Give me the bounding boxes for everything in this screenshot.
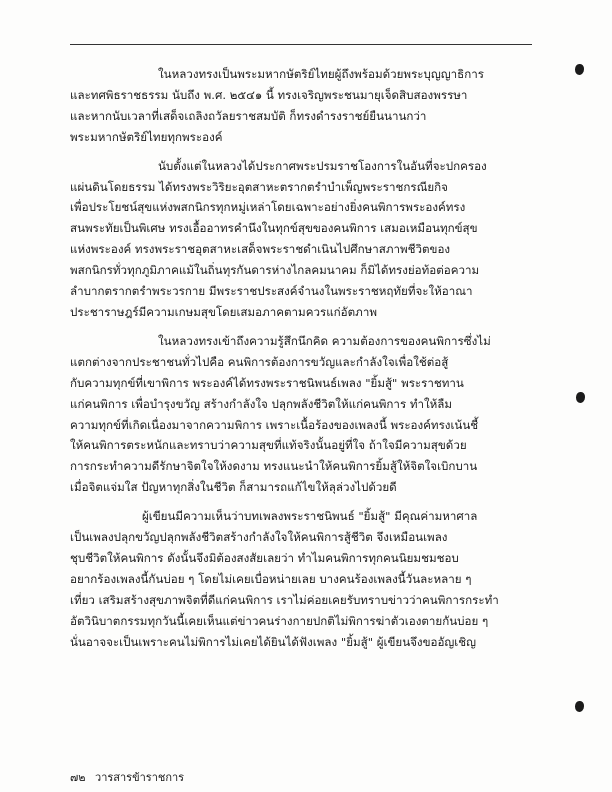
journal-title: วารสารข้าราชการ: [95, 771, 185, 784]
binder-hole-mark: [576, 392, 585, 403]
text-line: แตกต่างจากประชาชนทั่วไปคือ คนพิการต้องการขวัญและกำลังใจเพื่อใช้ต่อสู้: [70, 354, 449, 369]
paragraph-2: [70, 156, 532, 323]
text-line: ประชาราษฎร์มีความเกษมสุขโดยเสมอภาคตามควรแก่อัตภาพ: [70, 304, 377, 319]
text-line: ชุบชีวิตให้คนพิการ ดังนั้นจึงมิต้องสงสัยเลยว่า ทำไมคนพิการทุกคนนิยมชมชอบ: [70, 550, 459, 565]
text-line: อัตวินิบาตกรรมทุกวันนี้เคยเห็นแต่ข่าวคนร่างกายปกติไม่พิการฆ่าตัวเองตายกันบ่อย ๆ: [70, 613, 489, 628]
text-line: ให้คนพิการตระหนักและทราบว่าความสุขที่แท้จริงนั้นอยู่ที่ใจ ถ้าใจมีความสุขด้วย: [70, 438, 467, 453]
text-line: การกระทำความดีรักษาจิตใจให้งดงาม ทรงแนะนำให้คนพิการยิ้มสู้ให้จิตใจเบิกบาน: [70, 459, 478, 474]
text-line: เป็นเพลงปลุกขวัญปลุกพลังชีวิตสร้างกำลังใจให้คนพิการสู้ชีวิต จึงเหมือนเพลง: [70, 530, 448, 545]
body-text: [70, 64, 532, 660]
text-line: แห่งพระองค์ ทรงพระราชอุตสาหะเสด็จพระราชดำเนินไปศึกษาสภาพชีวิตของ: [70, 242, 451, 257]
binder-hole-mark: [575, 701, 584, 712]
text-line: ลำบากตรากตรำพระวรกาย มีพระราชประสงค์จำนงในพระราชหฤทัยที่จะให้อาณา: [70, 284, 473, 299]
text-line: แผ่นดินโดยธรรม ได้ทรงพระวิริยะอุตสาหะตรากตรำบำเพ็ญพระราชกรณียกิจ: [70, 179, 448, 194]
page-number: ๗๒: [70, 771, 86, 784]
text-line: แก่คนพิการ เพื่อบำรุงขวัญ สร้างกำลังใจ ปลุกพลังชีวิตให้แก่คนพิการ ทำให้ลืม: [70, 396, 453, 411]
text-line: และหากนับเวลาที่เสด็จเถลิงถวัลยราชสมบัติ ก็ทรงดำรงราชย์ยืนนานกว่า: [70, 108, 427, 123]
text-line: พระมหากษัตริย์ไทยทุกพระองค์: [70, 129, 223, 144]
page-footer: [70, 768, 184, 786]
text-line: เมื่อจิตแจ่มใส ปัญหาทุกสิ่งในชีวิต ก็สามารถแก้ไขให้ลุล่วงไปด้วยดี: [70, 480, 397, 495]
text-line: ความทุกข์ที่เกิดเนื่องมาจากความพิการ เพราะเนื้อร้องของเพลงนี้ พระองค์ทรงเน้นชี้: [70, 417, 479, 432]
text-line: ผู้เขียนมีความเห็นว่าบทเพลงพระราชนิพนธ์ "ยิ้มสู้" มีคุณค่ามหาศาล: [142, 509, 478, 524]
text-line: กับความทุกข์ที่เขาพิการ พระองค์ได้ทรงพระราชนิพนธ์เพลง "ยิ้มสู้" พระราชทาน: [70, 375, 464, 390]
paragraph-3: [70, 331, 532, 498]
paragraph-1: [70, 64, 532, 148]
binder-hole-mark: [575, 64, 584, 75]
paragraph-4: [70, 506, 532, 652]
text-line: ในหลวงทรงเป็นพระมหากษัตริย์ไทยผู้ถึงพร้อมด้วยพระบุญญาธิการ: [158, 67, 484, 81]
text-line: อยากร้องเพลงนี้กันบ่อย ๆ โดยไม่เคยเบื่อหน่ายเลย บางคนร้องเพลงนี้วันละหลาย ๆ: [70, 571, 472, 586]
text-line: ในหลวงทรงเข้าถึงความรู้สึกนึกคิด ความต้องการของคนพิการซึ่งไม่: [158, 333, 491, 348]
text-line: พสกนิกรทั่วทุกภูมิภาคแม้ในถิ่นทุรกันดารห่างไกลคมนาคม ก็มิได้ทรงย่อท้อต่อความ: [70, 263, 480, 278]
text-line: นับตั้งแต่ในหลวงได้ประกาศพระปรมราชโองการในอันที่จะปกครอง: [158, 158, 487, 173]
text-line: เพื่อประโยชน์สุขแห่งพสกนิกรทุกหมู่เหล่าโดยเฉพาะอย่างยิ่งคนพิการพระองค์ทรง: [70, 200, 466, 215]
text-line: เที่ยว เสริมสร้างสุขภาพจิตที่ดีแก่คนพิการ เราไม่ค่อยเคยรับทราบข่าวว่าคนพิการกระทำ: [70, 592, 499, 607]
text-line: สนพระทัยเป็นพิเศษ ทรงเอื้ออาทรคำนึงในทุกข์สุขของคนพิการ เสมอเหมือนทุกข์สุข: [70, 221, 478, 236]
text-line: นั่นอาจจะเป็นเพราะคนไม่พิการไม่เคยได้ยินได้ฟังเพลง "ยิ้มสู้" ผู้เขียนจึงขออัญเชิญ: [70, 634, 477, 649]
text-line: และทศพิธราชธรรม นับถึง พ.ศ. ๒๕๔๑ นี้ ทรงเจริญพระชนมายุเจ็ดสิบสองพรรษา: [70, 87, 468, 102]
header-rule: [70, 44, 532, 45]
